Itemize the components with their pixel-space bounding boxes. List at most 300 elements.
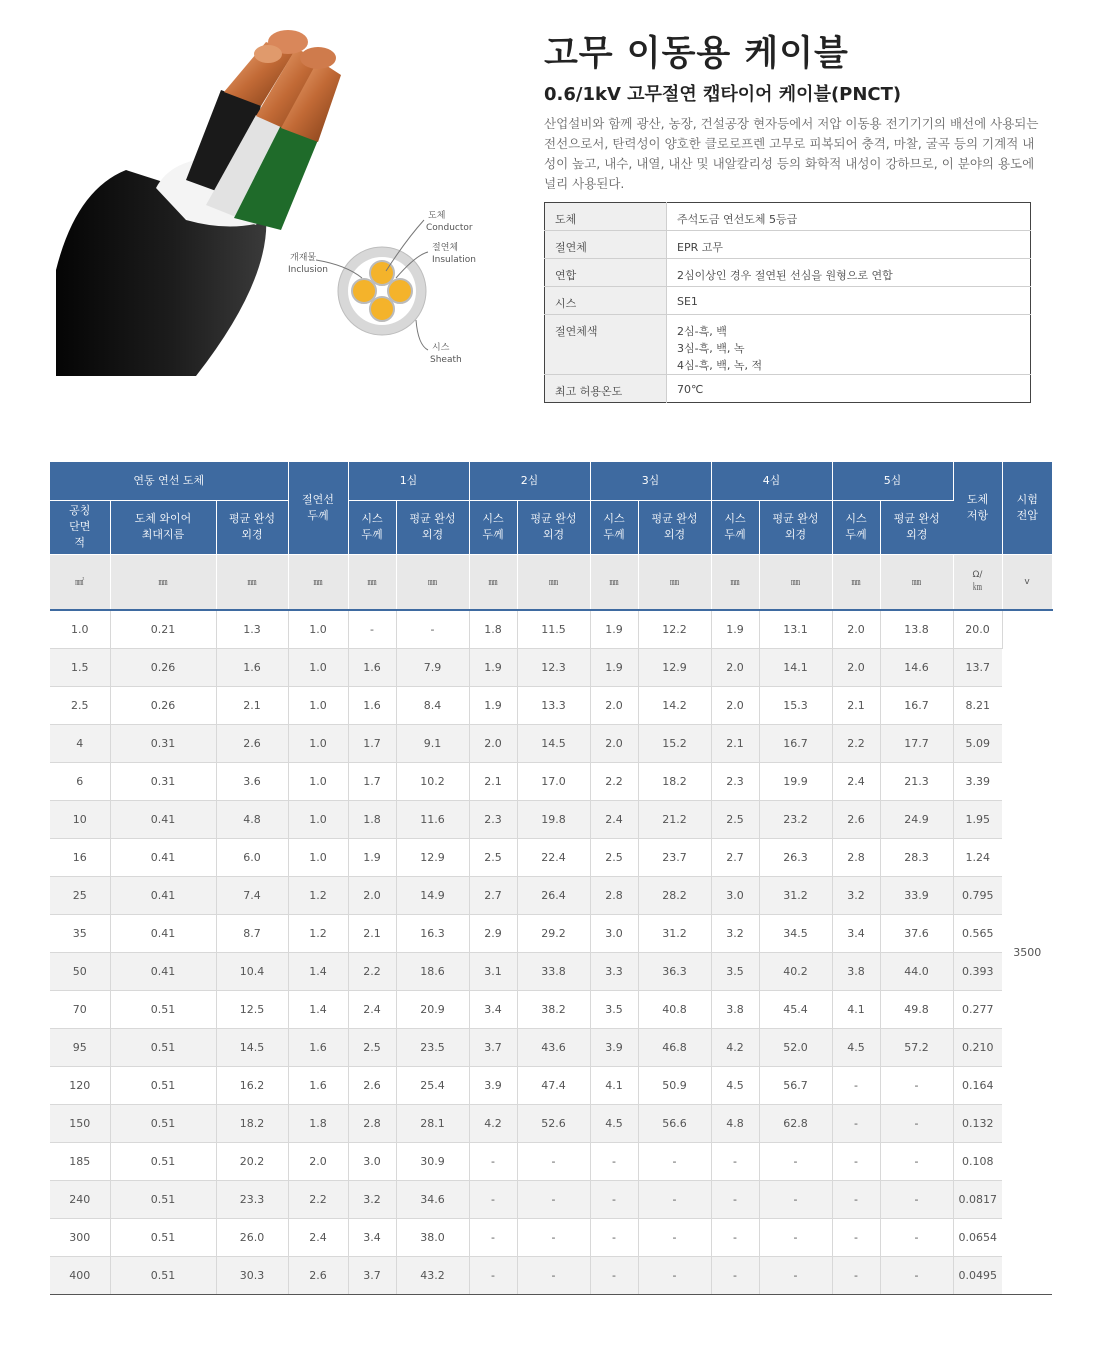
table-cell: 44.0 xyxy=(880,952,953,990)
table-cell: 2.0 xyxy=(711,686,759,724)
cable-data-table xyxy=(50,462,1053,1295)
wire-diameter-header: 도체 와이어 최대지름 xyxy=(110,500,216,554)
table-cell: 1.4 xyxy=(288,990,348,1028)
table-cell: 3.4 xyxy=(832,914,880,952)
table-cell: 4.5 xyxy=(590,1104,638,1142)
unit-cell: ㎜ xyxy=(759,554,832,610)
od-header: 평균 완성 외경 xyxy=(759,500,832,554)
table-cell: 1.9 xyxy=(590,648,638,686)
table-cell: 1.8 xyxy=(288,1104,348,1142)
table-cell: - xyxy=(638,1256,711,1294)
table-cell: 0.21 xyxy=(110,610,216,649)
spec-value: 2심이상인 경우 절연된 선심을 원형으로 연합 xyxy=(667,259,1031,287)
unit-cell: ㎜ xyxy=(288,554,348,610)
table-cell: 1.5 xyxy=(50,648,110,686)
test-voltage-value: 3500 xyxy=(1002,610,1052,1295)
product-subtitle: 0.6/1kV 고무절연 캡타이어 케이블(PNCT) xyxy=(544,84,902,105)
spec-row xyxy=(545,287,1031,315)
od-header: 평균 완성 외경 xyxy=(880,500,953,554)
table-cell: 16.7 xyxy=(880,686,953,724)
table-cell: 3.2 xyxy=(711,914,759,952)
table-cell: 38.2 xyxy=(517,990,590,1028)
table-cell: 3.0 xyxy=(348,1142,396,1180)
color-3core: 3심-흑, 백, 녹 xyxy=(677,342,745,355)
table-row xyxy=(50,838,1052,876)
inclusion-label-ko: 개재물 xyxy=(290,253,317,263)
table-cell: - xyxy=(638,1180,711,1218)
table-cell: 2.3 xyxy=(711,762,759,800)
table-cell: 3.8 xyxy=(711,990,759,1028)
table-cell: 18.2 xyxy=(638,762,711,800)
sheath-header: 시스 두께 xyxy=(711,500,759,554)
table-cell: - xyxy=(469,1218,517,1256)
unit-cell: ㎜ xyxy=(517,554,590,610)
table-cell: 33.9 xyxy=(880,876,953,914)
table-cell: - xyxy=(469,1180,517,1218)
table-cell: 1.0 xyxy=(288,762,348,800)
table-cell: 20.9 xyxy=(396,990,469,1028)
table-cell: 22.4 xyxy=(517,838,590,876)
table-cell: 20.0 xyxy=(953,610,1002,649)
conductor-label-en: Conductor xyxy=(426,223,473,233)
table-cell: 1.0 xyxy=(50,610,110,649)
spec-label: 연합 xyxy=(545,259,667,287)
table-cell: 34.6 xyxy=(396,1180,469,1218)
table-cell: 28.3 xyxy=(880,838,953,876)
table-cell: 7.4 xyxy=(216,876,288,914)
table-cell: 45.4 xyxy=(759,990,832,1028)
table-cell: 2.9 xyxy=(469,914,517,952)
cross-section-diagram xyxy=(316,220,428,350)
table-cell: - xyxy=(711,1142,759,1180)
core-3-header: 3심 xyxy=(590,462,711,500)
table-cell: - xyxy=(638,1218,711,1256)
table-cell: 1.7 xyxy=(348,762,396,800)
table-cell: 14.2 xyxy=(638,686,711,724)
table-cell: 5.09 xyxy=(953,724,1002,762)
sheath-header: 시스 두께 xyxy=(832,500,880,554)
table-cell: 12.9 xyxy=(638,648,711,686)
table-cell: - xyxy=(832,1180,880,1218)
table-cell: - xyxy=(880,1104,953,1142)
table-cell: 2.0 xyxy=(469,724,517,762)
table-cell: 3.6 xyxy=(216,762,288,800)
table-cell: - xyxy=(517,1256,590,1294)
table-cell: 43.2 xyxy=(396,1256,469,1294)
table-cell: 0.795 xyxy=(953,876,1002,914)
table-cell: 10.2 xyxy=(396,762,469,800)
table-cell: 40.2 xyxy=(759,952,832,990)
table-cell: - xyxy=(759,1180,832,1218)
table-cell: 0.51 xyxy=(110,1218,216,1256)
table-cell: - xyxy=(517,1142,590,1180)
table-cell: 0.277 xyxy=(953,990,1002,1028)
sheath-header: 시스 두께 xyxy=(348,500,396,554)
table-cell: 6.0 xyxy=(216,838,288,876)
table-cell: 0.393 xyxy=(953,952,1002,990)
table-cell: 4.1 xyxy=(832,990,880,1028)
table-cell: 3.7 xyxy=(348,1256,396,1294)
table-cell: 3.9 xyxy=(590,1028,638,1066)
table-cell: 2.0 xyxy=(832,648,880,686)
table-cell: 2.0 xyxy=(288,1142,348,1180)
table-cell: 0.51 xyxy=(110,1142,216,1180)
table-cell: 2.4 xyxy=(832,762,880,800)
table-cell: - xyxy=(832,1104,880,1142)
table-cell: 0.51 xyxy=(110,1028,216,1066)
table-cell: 1.2 xyxy=(288,876,348,914)
table-cell: 2.6 xyxy=(832,800,880,838)
table-cell: 3.0 xyxy=(590,914,638,952)
table-cell: 0.51 xyxy=(110,1256,216,1294)
table-cell: 24.9 xyxy=(880,800,953,838)
sheath-header: 시스 두께 xyxy=(469,500,517,554)
table-cell: 4.5 xyxy=(711,1066,759,1104)
unit-cell: ㎜ xyxy=(348,554,396,610)
product-description: 산업설비와 함께 광산, 농장, 건설공장 현자등에서 저압 이동용 전기기기의 배선에 사용되는 전선으로서, 탄력성이 양호한 클로로프렌 고무로 피복되어 충격, 마찰, 굴곡 등의 기계적 내성이 높고, 내수, 내열, 내산 및 내알칼리성 등의 화학적 내성이 강하므로, 이 분야의 용도에 널리 사용된다. xyxy=(544,116,1039,191)
table-cell: 30.3 xyxy=(216,1256,288,1294)
page-title: 고무 이동용 케이블 xyxy=(544,34,849,74)
spec-row xyxy=(545,231,1031,259)
table-cell: 4 xyxy=(50,724,110,762)
inclusion-label-en: Inclusion xyxy=(288,265,328,275)
table-cell: 1.0 xyxy=(288,724,348,762)
table-cell: 50.9 xyxy=(638,1066,711,1104)
table-cell: 9.1 xyxy=(396,724,469,762)
table-cell: 0.41 xyxy=(110,914,216,952)
table-cell: 13.7 xyxy=(953,648,1002,686)
table-cell: 52.6 xyxy=(517,1104,590,1142)
table-cell: 2.5 xyxy=(711,800,759,838)
table-cell: 2.0 xyxy=(348,876,396,914)
table-cell: 23.2 xyxy=(759,800,832,838)
table-cell: 16.2 xyxy=(216,1066,288,1104)
table-cell: 1.6 xyxy=(348,648,396,686)
table-cell: 8.7 xyxy=(216,914,288,952)
spec-row xyxy=(545,203,1031,231)
conductor-group-header: 연동 연선 도체 xyxy=(50,462,288,500)
table-cell: 2.1 xyxy=(216,686,288,724)
table-cell: 14.6 xyxy=(880,648,953,686)
table-row xyxy=(50,1142,1052,1180)
table-cell: - xyxy=(759,1218,832,1256)
table-cell: 2.0 xyxy=(590,686,638,724)
table-cell: 14.1 xyxy=(759,648,832,686)
table-cell: 0.565 xyxy=(953,914,1002,952)
table-cell: 0.51 xyxy=(110,1180,216,1218)
table-cell: - xyxy=(832,1142,880,1180)
table-cell: 3.5 xyxy=(711,952,759,990)
unit-cell: ㎜ xyxy=(110,554,216,610)
table-cell: 47.4 xyxy=(517,1066,590,1104)
table-cell: 25 xyxy=(50,876,110,914)
table-cell: 70 xyxy=(50,990,110,1028)
table-cell: 2.6 xyxy=(288,1256,348,1294)
table-cell: 0.132 xyxy=(953,1104,1002,1142)
table-cell: - xyxy=(469,1256,517,1294)
unit-cell: Ω/ ㎞ xyxy=(953,554,1002,610)
table-cell: 12.5 xyxy=(216,990,288,1028)
sheath-label-ko: 시스 xyxy=(432,343,450,353)
table-row xyxy=(50,610,1052,649)
table-cell: 0.210 xyxy=(953,1028,1002,1066)
table-cell: 0.26 xyxy=(110,686,216,724)
table-cell: 1.9 xyxy=(711,610,759,649)
table-cell: - xyxy=(832,1066,880,1104)
table-cell: 56.6 xyxy=(638,1104,711,1142)
table-cell: 3.5 xyxy=(590,990,638,1028)
table-cell: 2.5 xyxy=(348,1028,396,1066)
table-cell: 0.41 xyxy=(110,838,216,876)
table-cell: 26.0 xyxy=(216,1218,288,1256)
table-cell: 120 xyxy=(50,1066,110,1104)
table-cell: 14.9 xyxy=(396,876,469,914)
table-cell: 30.9 xyxy=(396,1142,469,1180)
table-cell: 15.3 xyxy=(759,686,832,724)
table-cell: 4.5 xyxy=(832,1028,880,1066)
spec-table xyxy=(544,202,1031,403)
table-cell: 0.41 xyxy=(110,800,216,838)
sheath-header: 시스 두께 xyxy=(590,500,638,554)
insulation-thickness-header: 절연선 두께 xyxy=(288,462,348,554)
table-cell: 34.5 xyxy=(759,914,832,952)
test-voltage-header: 시험 전압 xyxy=(1002,462,1052,554)
table-cell: 2.7 xyxy=(469,876,517,914)
table-cell: 40.8 xyxy=(638,990,711,1028)
table-cell: 2.1 xyxy=(832,686,880,724)
table-cell: 1.0 xyxy=(288,610,348,649)
table-cell: 6 xyxy=(50,762,110,800)
table-cell: 2.4 xyxy=(348,990,396,1028)
table-cell: 2.6 xyxy=(216,724,288,762)
table-cell: 1.95 xyxy=(953,800,1002,838)
table-cell: 13.1 xyxy=(759,610,832,649)
table-cell: - xyxy=(711,1256,759,1294)
header-row-1 xyxy=(50,462,1052,500)
table-cell: 0.41 xyxy=(110,876,216,914)
table-cell: 1.7 xyxy=(348,724,396,762)
table-cell: 46.8 xyxy=(638,1028,711,1066)
table-cell: 2.5 xyxy=(590,838,638,876)
unit-cell: ㎜ xyxy=(396,554,469,610)
table-cell: 95 xyxy=(50,1028,110,1066)
table-cell: 3.1 xyxy=(469,952,517,990)
table-cell: 12.9 xyxy=(396,838,469,876)
table-cell: 1.9 xyxy=(469,648,517,686)
table-cell: 0.164 xyxy=(953,1066,1002,1104)
od-header: 평균 완성 외경 xyxy=(638,500,711,554)
table-cell: - xyxy=(638,1142,711,1180)
spec-row xyxy=(545,315,1031,375)
table-cell: 2.0 xyxy=(832,610,880,649)
table-row xyxy=(50,648,1052,686)
table-row xyxy=(50,952,1052,990)
table-cell: 2.3 xyxy=(469,800,517,838)
color-2core: 2심-흑, 백 xyxy=(677,325,727,338)
table-cell: 1.9 xyxy=(469,686,517,724)
table-cell: 11.5 xyxy=(517,610,590,649)
table-row xyxy=(50,686,1052,724)
table-cell: 26.3 xyxy=(759,838,832,876)
table-cell: 13.8 xyxy=(880,610,953,649)
table-cell: 2.8 xyxy=(832,838,880,876)
unit-cell: ㎜ xyxy=(638,554,711,610)
table-cell: 0.0817 xyxy=(953,1180,1002,1218)
table-cell: 1.6 xyxy=(288,1028,348,1066)
table-cell: 2.5 xyxy=(50,686,110,724)
table-cell: 400 xyxy=(50,1256,110,1294)
table-cell: 150 xyxy=(50,1104,110,1142)
core-1-header: 1심 xyxy=(348,462,469,500)
table-cell: 1.8 xyxy=(469,610,517,649)
table-cell: 3.2 xyxy=(348,1180,396,1218)
table-cell: 2.0 xyxy=(711,648,759,686)
table-cell: 19.8 xyxy=(517,800,590,838)
table-cell: 2.8 xyxy=(348,1104,396,1142)
table-cell: 12.2 xyxy=(638,610,711,649)
table-cell: 1.9 xyxy=(348,838,396,876)
resistance-header: 도체 저항 xyxy=(953,462,1002,554)
table-cell: 16 xyxy=(50,838,110,876)
table-cell: 3.39 xyxy=(953,762,1002,800)
table-cell: 17.7 xyxy=(880,724,953,762)
table-cell: 8.4 xyxy=(396,686,469,724)
table-cell: 15.2 xyxy=(638,724,711,762)
table-cell: 4.2 xyxy=(469,1104,517,1142)
table-row xyxy=(50,914,1052,952)
table-cell: 23.3 xyxy=(216,1180,288,1218)
table-cell: - xyxy=(517,1218,590,1256)
table-cell: 36.3 xyxy=(638,952,711,990)
table-cell: 1.0 xyxy=(288,838,348,876)
table-cell: 1.4 xyxy=(288,952,348,990)
spec-label: 최고 허용온도 xyxy=(545,375,667,403)
table-row xyxy=(50,1180,1052,1218)
table-cell: - xyxy=(832,1218,880,1256)
table-cell: 10.4 xyxy=(216,952,288,990)
table-cell: 16.7 xyxy=(759,724,832,762)
table-cell: 1.8 xyxy=(348,800,396,838)
insulation-label-en: Insulation xyxy=(432,255,476,265)
table-cell: 7.9 xyxy=(396,648,469,686)
table-cell: 49.8 xyxy=(880,990,953,1028)
table-row xyxy=(50,724,1052,762)
table-cell: 2.5 xyxy=(469,838,517,876)
table-cell: 14.5 xyxy=(517,724,590,762)
table-cell: - xyxy=(590,1142,638,1180)
table-cell: 16.3 xyxy=(396,914,469,952)
table-cell: 3.4 xyxy=(469,990,517,1028)
unit-cell: ㎜ xyxy=(711,554,759,610)
table-cell: - xyxy=(880,1218,953,1256)
table-cell: 2.2 xyxy=(590,762,638,800)
table-cell: - xyxy=(880,1256,953,1294)
spec-value: 70℃ xyxy=(677,383,704,396)
table-cell: 1.6 xyxy=(348,686,396,724)
unit-cell: ㎜ xyxy=(880,554,953,610)
table-cell: 300 xyxy=(50,1218,110,1256)
table-cell: - xyxy=(348,610,396,649)
table-cell: - xyxy=(469,1142,517,1180)
table-cell: 3.3 xyxy=(590,952,638,990)
table-cell: 4.8 xyxy=(216,800,288,838)
table-cell: 2.4 xyxy=(590,800,638,838)
table-cell: 14.5 xyxy=(216,1028,288,1066)
table-cell: - xyxy=(590,1218,638,1256)
table-cell: 1.0 xyxy=(288,800,348,838)
table-cell: 1.2 xyxy=(288,914,348,952)
spec-label: 시스 xyxy=(545,287,667,315)
unit-cell: ㎜ xyxy=(832,554,880,610)
table-cell: 4.8 xyxy=(711,1104,759,1142)
core-5-header: 5심 xyxy=(832,462,953,500)
table-cell: 0.31 xyxy=(110,724,216,762)
table-cell: 0.51 xyxy=(110,1104,216,1142)
table-cell: 3.8 xyxy=(832,952,880,990)
table-cell: 8.21 xyxy=(953,686,1002,724)
core-4-header: 4심 xyxy=(711,462,832,500)
table-cell: 1.6 xyxy=(216,648,288,686)
table-cell: - xyxy=(590,1256,638,1294)
spec-label: 도체 xyxy=(545,203,667,231)
table-cell: - xyxy=(517,1180,590,1218)
conductor-label-ko: 도체 xyxy=(428,211,446,221)
unit-row xyxy=(50,554,1052,610)
core-2-header: 2심 xyxy=(469,462,590,500)
table-cell: 2.7 xyxy=(711,838,759,876)
table-cell: - xyxy=(759,1256,832,1294)
table-cell: 18.6 xyxy=(396,952,469,990)
table-cell: 29.2 xyxy=(517,914,590,952)
table-cell: - xyxy=(590,1180,638,1218)
table-cell: 3.2 xyxy=(832,876,880,914)
table-row xyxy=(50,1028,1052,1066)
insulation-label-ko: 절연체 xyxy=(432,243,459,253)
table-cell: 31.2 xyxy=(759,876,832,914)
table-cell: 62.8 xyxy=(759,1104,832,1142)
table-cell: 4.1 xyxy=(590,1066,638,1104)
header-row-2 xyxy=(50,500,1052,554)
od-header: 평균 완성 외경 xyxy=(517,500,590,554)
table-row xyxy=(50,1066,1052,1104)
table-cell: 10 xyxy=(50,800,110,838)
table-cell: 43.6 xyxy=(517,1028,590,1066)
table-cell: 21.3 xyxy=(880,762,953,800)
table-cell: 38.0 xyxy=(396,1218,469,1256)
table-cell: 1.6 xyxy=(288,1066,348,1104)
table-row xyxy=(50,1256,1052,1294)
table-cell: 23.5 xyxy=(396,1028,469,1066)
table-cell: 33.8 xyxy=(517,952,590,990)
table-cell: - xyxy=(880,1066,953,1104)
unit-cell: v xyxy=(1002,554,1052,610)
table-cell: - xyxy=(880,1142,953,1180)
table-cell: 2.1 xyxy=(348,914,396,952)
product-image xyxy=(56,20,476,376)
od-header: 평균 완성 외경 xyxy=(216,500,288,554)
table-cell: 2.8 xyxy=(590,876,638,914)
table-cell: 185 xyxy=(50,1142,110,1180)
table-cell: 12.3 xyxy=(517,648,590,686)
table-cell: 31.2 xyxy=(638,914,711,952)
table-cell: 20.2 xyxy=(216,1142,288,1180)
table-cell: 1.0 xyxy=(288,686,348,724)
table-cell: - xyxy=(759,1142,832,1180)
table-cell: 56.7 xyxy=(759,1066,832,1104)
table-cell: 0.41 xyxy=(110,952,216,990)
spec-label: 절연체색 xyxy=(545,315,667,375)
table-cell: 2.2 xyxy=(288,1180,348,1218)
